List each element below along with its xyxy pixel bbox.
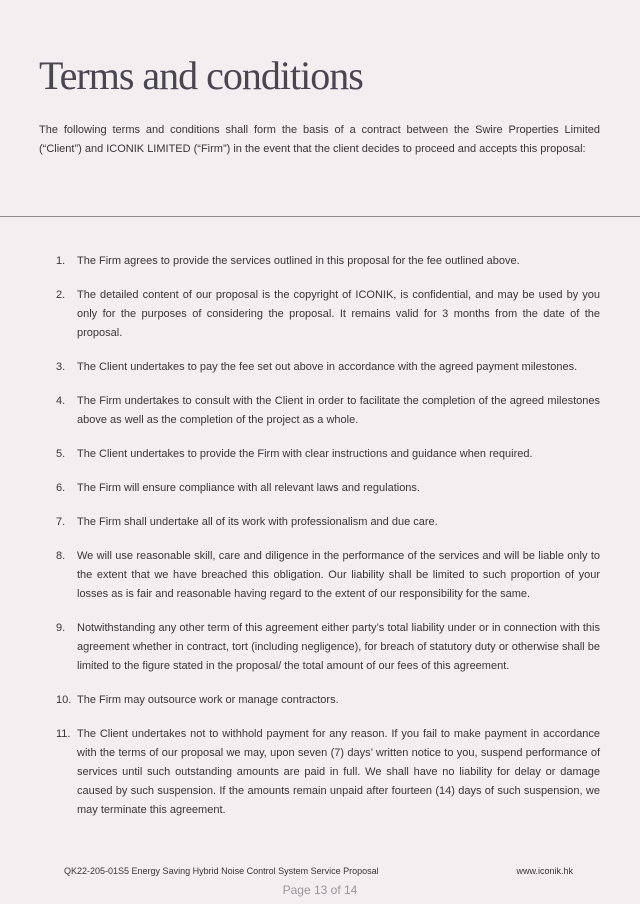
term-item [0, 479, 640, 498]
term-number: 9. [56, 622, 66, 634]
term-item [0, 725, 640, 820]
intro-paragraph: The following terms and conditions shall form the basis of a contract between the Swire Properties Limited (“Client”) and ICONIK LIMITED (“Firm”) in the event that the client decides to proceed and accepts this proposal: [39, 124, 600, 155]
term-text: The Firm agrees to provide the services outlined in this proposal for the fee outlined above. [77, 255, 520, 267]
term-item [0, 286, 640, 343]
term-item [0, 445, 640, 464]
page-number: Page 13 of 14 [282, 883, 358, 897]
term-text: Notwithstanding any other term of this agreement either party’s total liability under or in connection with this agreement whether in contract, tort (including negligence), for breach of statutory duty or otherwise shall be limited to the figure stated in the proposal/ the total amount of our fees of this agreement. [77, 622, 600, 672]
footer-website: www.iconik.hk [516, 866, 573, 876]
term-number: 2. [56, 289, 66, 301]
term-text: The detailed content of our proposal is the copyright of ICONIK, is confidential, and may be used by you only for the purposes of considering the proposal. It remains valid for 3 months from the date of the proposal. [77, 289, 600, 339]
term-text: The Client undertakes not to withhold payment for any reason. If you fail to make payment in accordance with the terms of our proposal we may, upon seven (7) days’ written notice to you, suspend performance of services until such outstanding amounts are paid in full. We shall have no liability for delay or damage caused by such suspension. If the amounts remain unpaid after fourteen (14) days of such suspension, we may terminate this agreement. [77, 728, 600, 816]
term-number: 4. [56, 395, 66, 407]
term-item [0, 252, 640, 271]
term-item [0, 358, 640, 377]
term-number: 8. [56, 550, 66, 562]
term-item [0, 619, 640, 676]
term-text: The Client undertakes to provide the Firm with clear instructions and guidance when required. [77, 448, 533, 460]
term-text: The Firm will ensure compliance with all relevant laws and regulations. [77, 482, 420, 494]
term-text: We will use reasonable skill, care and diligence in the performance of the services and will be liable only to the extent that we have breached this obligation. Our liability shall be limited to such proportion of your losses as is fair and reasonable having regard to the extent of our responsibility for the same. [77, 550, 600, 600]
term-text: The Client undertakes to pay the fee set out above in accordance with the agreed payment milestones. [77, 361, 578, 373]
term-number: 6. [56, 482, 66, 494]
term-number: 1. [56, 255, 66, 267]
term-number: 11. [56, 728, 71, 740]
term-text: The Firm undertakes to consult with the Client in order to facilitate the completion of the agreed milestones above as well as the completion of the project as a whole. [77, 395, 600, 426]
term-number: 10. [56, 694, 72, 706]
term-item [0, 392, 640, 430]
footer-document-reference: QK22-205-01S5 Energy Saving Hybrid Noise Control System Service Proposal [64, 866, 379, 876]
term-item [0, 513, 640, 532]
term-number: 7. [56, 516, 66, 528]
section-divider [0, 216, 640, 217]
term-item [0, 547, 640, 604]
terms-list [0, 252, 640, 835]
term-item [0, 691, 640, 710]
term-text: The Firm shall undertake all of its work with professionalism and due care. [77, 516, 438, 528]
page-title: Terms and conditions [39, 53, 363, 98]
term-number: 3. [56, 361, 66, 373]
term-number: 5. [56, 448, 66, 460]
term-text: The Firm may outsource work or manage contractors. [77, 694, 339, 706]
